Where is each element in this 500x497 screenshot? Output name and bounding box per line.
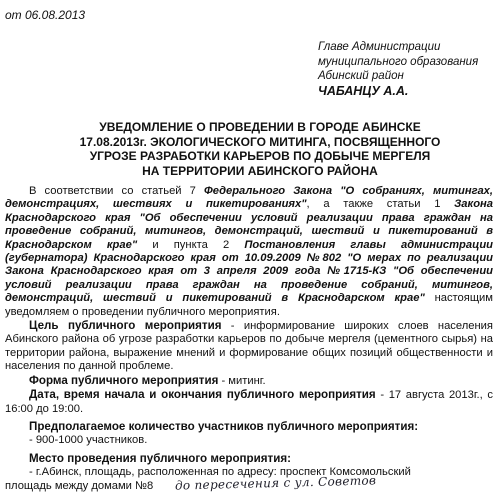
- regional-law-reference: Закона Краснодарского края "Об обеспечении условий реализации права граждан на проведение собраний, митингов, демонстраций, шествий и пикетирований в Краснодарском крае": [5, 198, 494, 251]
- legal-text-2: , а также статьи 1: [306, 198, 455, 211]
- legal-text-4: настоящим уведомляем о проведении публичного мероприятия.: [5, 292, 493, 318]
- datetime-paragraph: [5, 388, 493, 416]
- resolution-reference: Постановления главы администрации (губернатора) Краснодарского края от 10.09.2009 №802 "О мерах по реализации Закона Краснодарского края от 3 апреля 2009 года №1715-КЗ "Об обеспечении условий реализации права граждан на проведение собраний, митингов, демонстраций, шествий и пикетирований в Краснодарском крае": [5, 238, 493, 305]
- place-last-line-text: площадь между домами №8: [5, 479, 154, 492]
- purpose-text: - информирование широких слоев населения Абинского района об угрозе разработки карьеров по добыче мергеля (цементного сырья) на территории района, выражение мнений и формирование общих позиций общественности и населения по данной проблеме.: [5, 320, 493, 373]
- addressee-line-3: Абинский район: [318, 70, 404, 82]
- datetime-heading: Дата, время начала и окончания публичного мероприятия: [29, 388, 376, 402]
- addressee-line-2: муниципального образования: [318, 55, 479, 68]
- purpose-heading: Цель публичного мероприятия: [29, 319, 222, 333]
- legal-text-1: В соответствии со статьей 7: [29, 185, 204, 197]
- form-text: - митинг.: [218, 374, 266, 387]
- place-heading: Место проведения публичного мероприятия:: [29, 451, 291, 465]
- legal-text-3: и пункта 2: [137, 238, 245, 251]
- purpose-paragraph: [5, 319, 493, 374]
- datetime-text: - 17 августа 2013г., с 16:00 до 19:00.: [5, 389, 493, 415]
- legal-basis-paragraph: [5, 185, 493, 319]
- form-paragraph: [5, 374, 493, 388]
- participants-heading: Предполагаемое количество участников публичного мероприятия:: [29, 419, 419, 433]
- title-line-4: НА ТЕРРИТОРИИ АБИНСКОГО РАЙОНА: [142, 163, 378, 178]
- document-date: от 06.08.2013: [5, 8, 86, 22]
- addressee-block: [318, 40, 478, 98]
- place-paragraph: [5, 452, 493, 480]
- participants-text: - 900-1000 участников.: [29, 434, 148, 447]
- title-line-3: УГРОЗЕ РАЗРАБОТКИ КАРЬЕРОВ ПО ДОБЫЧЕ МЕРГЕЛЯ: [89, 149, 431, 163]
- notice-body: [5, 185, 493, 493]
- federal-law-reference: Федерального Закона "О собраниях, митингах, демонстрациях, шествиях и пикетированиях": [5, 185, 493, 211]
- title-line-2: 17.08.2013г. ЭКОЛОГИЧЕСКОГО МИТИНГА, ПОСВЯЩЕННОГО: [79, 134, 441, 149]
- addressee-name: ЧАБАНЦУ А.А.: [318, 83, 409, 98]
- notice-title: [40, 120, 480, 178]
- title-line-1: УВЕДОМЛЕНИЕ О ПРОВЕДЕНИИ В ГОРОДЕ АБИНСКЕ: [99, 120, 421, 134]
- addressee-line-1: Главе Администрации: [318, 41, 441, 53]
- participants-paragraph: [5, 420, 493, 448]
- form-heading: Форма публичного мероприятия: [29, 373, 219, 387]
- handwritten-note: до пересечения с ул. Советов: [174, 472, 377, 493]
- place-text: - г.Абинск, площадь, расположенная по адресу: проспект Комсомольский: [29, 466, 411, 479]
